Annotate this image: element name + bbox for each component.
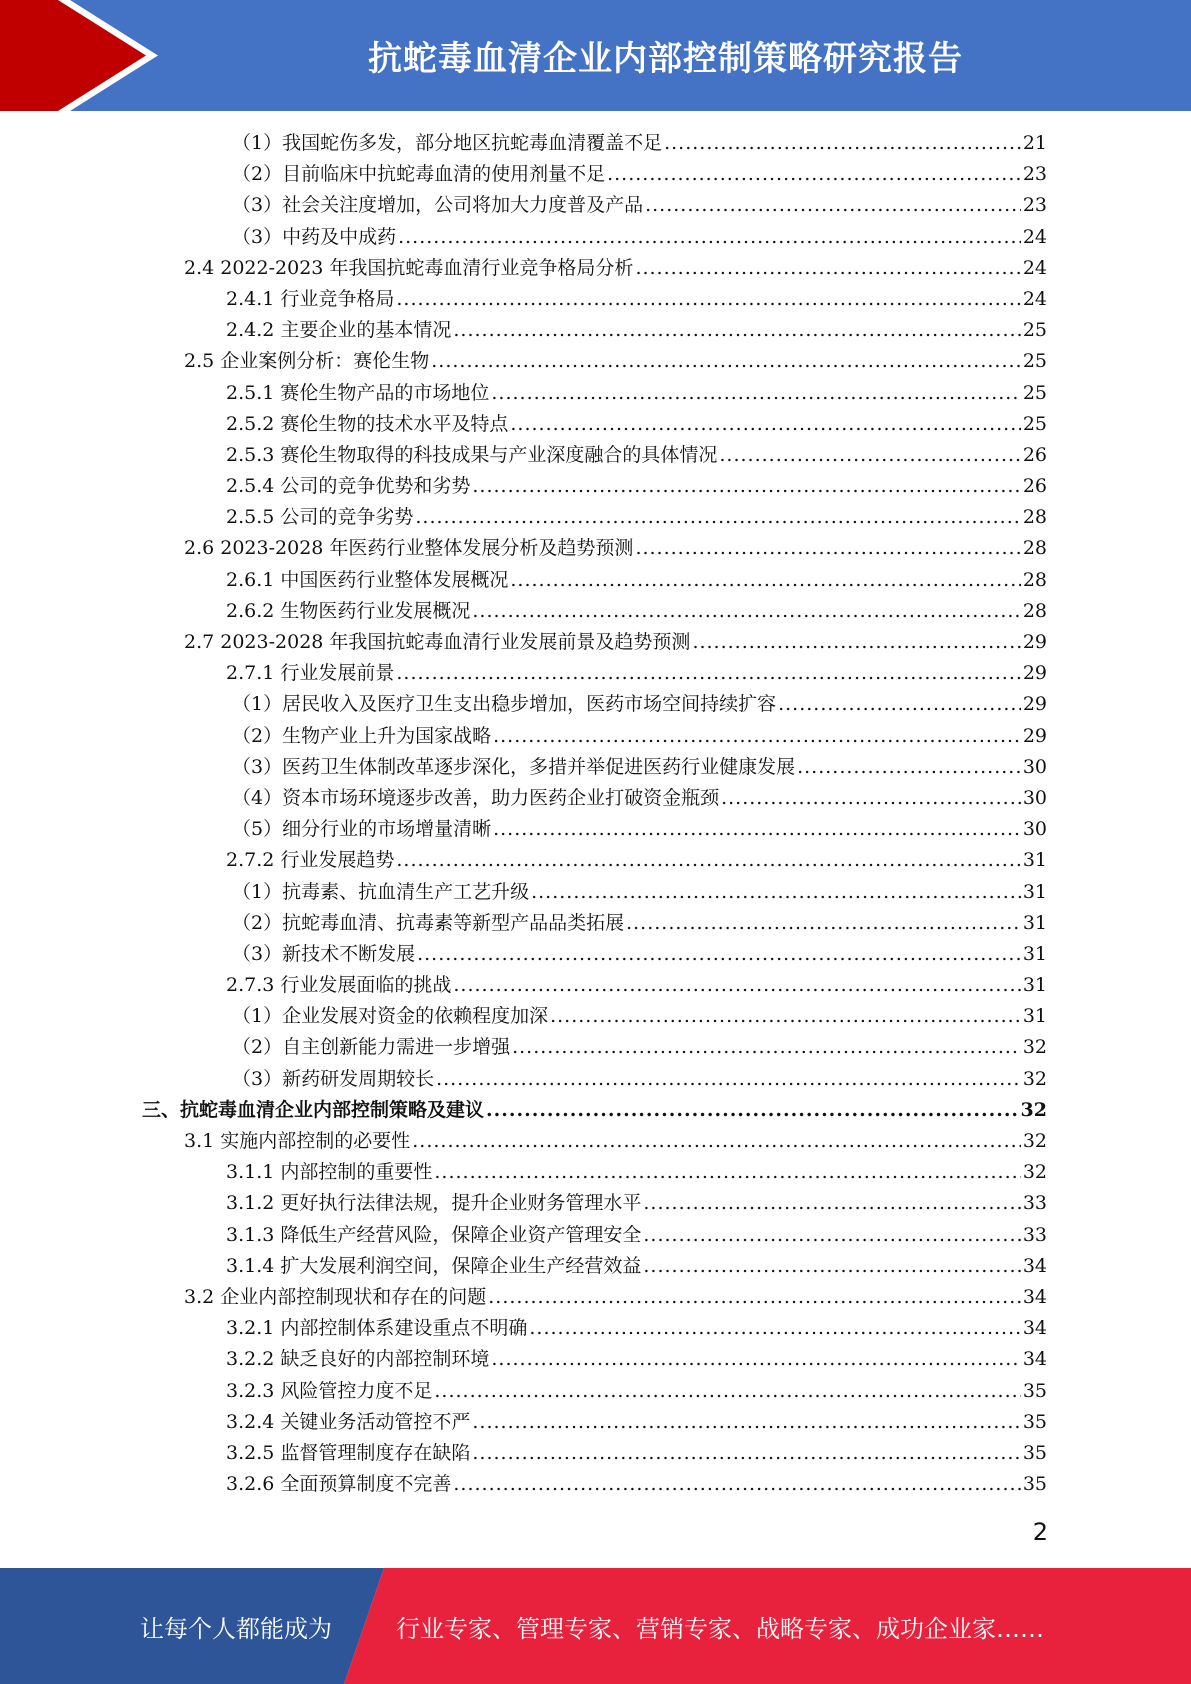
toc-entry[interactable] — [0, 1001, 1191, 1032]
toc-leader-dots — [453, 315, 1020, 346]
toc-entry[interactable] — [0, 378, 1191, 409]
toc-leader-dots — [643, 1251, 1020, 1282]
toc-entry-page: 25 — [1022, 381, 1047, 404]
toc-entry-title: （1）抗毒素、抗血清生产工艺升级 — [232, 880, 530, 903]
toc-leader-dots — [431, 346, 1021, 377]
footer-slogan: 让每个人都能成为 — [140, 1614, 332, 1643]
toc-leader-dots — [396, 284, 1020, 315]
toc-entry[interactable] — [0, 409, 1191, 440]
toc-entry-page: 24 — [1022, 256, 1047, 279]
toc-entry-page: 34 — [1022, 1254, 1047, 1277]
toc-entry-title: （3）医药卫生体制改革逐步深化，多措并举促进医药行业健康发展 — [232, 755, 796, 778]
toc-entry-page: 29 — [1022, 631, 1047, 653]
toc-entry-title: 2.6 2023-2028 年医药行业整体发展分析及趋势预测 — [184, 537, 634, 560]
toc-entry-title: 2.5 企业案例分析：赛伦生物 — [184, 350, 430, 373]
toc-leader-dots — [415, 502, 1020, 533]
toc-entry-page: 32 — [1022, 1161, 1047, 1184]
toc-entry-title: 3.1.4 扩大发展利润空间，保障企业生产经营效益 — [226, 1254, 642, 1277]
toc-entry[interactable] — [0, 1095, 1191, 1126]
toc-leader-dots — [643, 1220, 1020, 1251]
report-title: 抗蛇毒血清企业内部控制策略研究报告 — [368, 39, 963, 79]
toc-leader-dots — [643, 1188, 1020, 1219]
toc-leader-dots — [491, 1344, 1020, 1375]
toc-entry-page: 25 — [1022, 412, 1047, 435]
toc-entry-title: 3.2.6 全面预算制度不完善 — [226, 1473, 452, 1496]
toc-entry-title: 2.4 2022-2023 年我国抗蛇毒血清行业竞争格局分析 — [184, 256, 634, 279]
toc-leader-dots — [510, 565, 1020, 596]
toc-entry[interactable] — [0, 565, 1191, 596]
toc-entry-page: 33 — [1022, 1192, 1047, 1215]
toc-entry-title: 3.1.2 更好执行法律法规，提升企业财务管理水平 — [226, 1192, 642, 1215]
toc-entry-title: （1）我国蛇伤多发，部分地区抗蛇毒血清覆盖不足 — [232, 132, 663, 154]
footer-banner — [0, 1568, 1191, 1684]
toc-entry[interactable] — [0, 752, 1191, 783]
toc-leader-dots — [472, 596, 1020, 627]
toc-leader-dots — [626, 908, 1021, 939]
toc-entry-title: 三、抗蛇毒血清企业内部控制策略及建议 — [142, 1098, 485, 1121]
toc-entry-page: 26 — [1022, 475, 1047, 498]
toc-entry-title: 2.5.2 赛伦生物的技术水平及特点 — [226, 412, 509, 435]
toc-entry-title: 3.1.1 内部控制的重要性 — [226, 1161, 433, 1184]
toc-entry[interactable] — [0, 1188, 1191, 1219]
toc-entry-title: 3.2 企业内部控制现状和存在的问题 — [184, 1285, 487, 1308]
toc-entry-title: 2.7.3 行业发展面临的挑战 — [226, 974, 452, 997]
toc-leader-dots — [635, 533, 1020, 564]
toc-entry-page: 35 — [1022, 1473, 1047, 1496]
toc-entry[interactable] — [0, 1344, 1191, 1375]
toc-entry-page: 30 — [1022, 755, 1047, 778]
toc-entry-title: 2.4.1 行业竞争格局 — [226, 287, 395, 310]
toc-leader-dots — [472, 471, 1020, 502]
toc-entry[interactable] — [0, 877, 1191, 908]
toc-entry[interactable] — [0, 627, 1191, 658]
toc-entry[interactable] — [0, 814, 1191, 845]
toc-leader-dots — [434, 1157, 1020, 1188]
toc-entry[interactable] — [0, 1407, 1191, 1438]
toc-entry[interactable] — [0, 1064, 1191, 1095]
toc-leader-dots — [491, 378, 1020, 409]
toc-entry-page: 28 — [1022, 506, 1047, 529]
toc-leader-dots — [472, 1407, 1020, 1438]
page-number: 2 — [1032, 1518, 1048, 1546]
toc-leader-dots — [635, 253, 1020, 284]
toc-leader-dots — [396, 658, 1020, 689]
toc-leader-dots — [645, 190, 1021, 221]
toc-entry-title: （3）新技术不断发展 — [232, 942, 416, 965]
toc-entry[interactable] — [0, 1220, 1191, 1251]
toc-leader-dots — [664, 128, 1021, 159]
toc-leader-dots — [529, 1313, 1020, 1344]
toc-entry-page: 31 — [1022, 942, 1047, 965]
toc-entry-title: （2）自主创新能力需进一步增强 — [232, 1036, 511, 1059]
toc-leader-dots — [417, 939, 1021, 970]
toc-leader-dots — [510, 409, 1020, 440]
toc-entry-title: 3.2.3 风险管控力度不足 — [226, 1379, 433, 1402]
toc-entry-title: 2.6.1 中国医药行业整体发展概况 — [226, 568, 509, 591]
toc-entry-title: 3.2.4 关键业务活动管控不严 — [226, 1410, 471, 1433]
toc-entry[interactable] — [0, 908, 1191, 939]
toc-entry-title: 2.7.2 行业发展趋势 — [226, 849, 395, 872]
toc-entry-title: 3.1.3 降低生产经营风险，保障企业资产管理安全 — [226, 1223, 642, 1246]
toc-entry[interactable] — [0, 1376, 1191, 1407]
toc-entry-title: 2.7.1 行业发展前景 — [226, 662, 395, 685]
toc-entry-page: 24 — [1022, 287, 1047, 310]
toc-entry-page: 30 — [1022, 786, 1047, 809]
toc-leader-dots — [797, 752, 1021, 783]
toc-entry-page: 29 — [1022, 662, 1047, 685]
toc-entry-page: 32 — [1022, 1067, 1047, 1090]
toc-entry-title: 3.2.5 监督管理制度存在缺陷 — [226, 1441, 471, 1464]
toc-leader-dots — [607, 159, 1021, 190]
toc-entry-page: 24 — [1022, 225, 1047, 248]
toc-entry[interactable] — [0, 440, 1191, 471]
toc-entry-page: 28 — [1022, 537, 1047, 560]
toc-leader-dots — [453, 970, 1020, 1001]
toc-entry[interactable] — [0, 346, 1191, 377]
toc-entry-page: 34 — [1022, 1348, 1047, 1371]
toc-entry-title: （1）企业发展对资金的依赖程度加深 — [232, 1005, 549, 1028]
toc-entry[interactable] — [0, 471, 1191, 502]
toc-entry-title: 3.2.2 缺乏良好的内部控制环境 — [226, 1348, 490, 1371]
toc-entry-title: （5）细分行业的市场增量清晰 — [232, 818, 492, 841]
toc-entry-title: （1）居民收入及医疗卫生支出稳步增加，医药市场空间持续扩容 — [232, 693, 777, 716]
toc-leader-dots — [493, 721, 1021, 752]
toc-entry[interactable] — [0, 596, 1191, 627]
toc-entry-page: 25 — [1022, 350, 1047, 373]
toc-entry-title: （3）社会关注度增加，公司将加大力度普及产品 — [232, 194, 644, 217]
toc-entry-page: 35 — [1022, 1441, 1047, 1464]
toc-entry-page: 31 — [1022, 974, 1047, 997]
toc-entry-page: 29 — [1022, 693, 1047, 716]
toc-entry-page: 31 — [1022, 1005, 1047, 1028]
toc-entry[interactable] — [0, 939, 1191, 970]
toc-entry-page: 30 — [1022, 818, 1047, 841]
toc-entry-title: （2）抗蛇毒血清、抗毒素等新型产品品类拓展 — [232, 911, 625, 934]
toc-entry[interactable] — [0, 315, 1191, 346]
toc-entry-page: 33 — [1022, 1223, 1047, 1246]
toc-entry-title: 2.5.4 公司的竞争优势和劣势 — [226, 475, 471, 498]
toc-leader-dots — [486, 1095, 1019, 1126]
table-of-contents — [0, 128, 1191, 1500]
toc-entry-page: 31 — [1022, 911, 1047, 934]
toc-entry-page: 21 — [1022, 132, 1047, 154]
toc-entry[interactable] — [0, 1282, 1191, 1313]
toc-entry-title: （4）资本市场环境逐步改善，助力医药企业打破资金瓶颈 — [232, 786, 720, 809]
toc-entry-title: 2.6.2 生物医药行业发展概况 — [226, 599, 471, 622]
toc-leader-dots — [493, 814, 1021, 845]
toc-entry[interactable] — [0, 1469, 1191, 1500]
toc-entry-title: （3）新药研发周期较长 — [232, 1067, 435, 1090]
toc-leader-dots — [719, 440, 1020, 471]
toc-entry-page: 34 — [1022, 1285, 1047, 1308]
toc-entry-page: 25 — [1022, 319, 1047, 342]
toc-entry-page: 29 — [1022, 724, 1047, 747]
toc-entry-page: 26 — [1022, 443, 1047, 466]
toc-entry-page: 35 — [1022, 1410, 1047, 1433]
toc-entry[interactable] — [0, 1313, 1191, 1344]
toc-leader-dots — [778, 689, 1021, 720]
toc-leader-dots — [453, 1469, 1020, 1500]
toc-entry[interactable] — [0, 128, 1191, 159]
toc-entry[interactable] — [0, 721, 1191, 752]
toc-entry[interactable] — [0, 845, 1191, 876]
toc-entry-title: 2.4.2 主要企业的基本情况 — [226, 319, 452, 342]
toc-entry[interactable] — [0, 159, 1191, 190]
toc-leader-dots — [512, 1032, 1021, 1063]
toc-entry-page: 35 — [1022, 1379, 1047, 1402]
toc-entry-page: 28 — [1022, 568, 1047, 591]
toc-leader-dots — [412, 1126, 1021, 1157]
toc-entry[interactable] — [0, 1438, 1191, 1469]
toc-leader-dots — [472, 1438, 1020, 1469]
toc-entry-page: 31 — [1022, 880, 1047, 903]
toc-entry[interactable] — [0, 1251, 1191, 1282]
toc-leader-dots — [721, 783, 1021, 814]
toc-entry-title: 2.5.1 赛伦生物产品的市场地位 — [226, 381, 490, 404]
footer-roles: 行业专家、管理专家、营销专家、战略专家、成功企业家…… — [396, 1614, 1044, 1643]
toc-entry[interactable] — [0, 533, 1191, 564]
toc-entry[interactable] — [0, 502, 1191, 533]
toc-entry[interactable] — [0, 284, 1191, 315]
toc-entry-page: 34 — [1022, 1317, 1047, 1340]
report-header — [0, 0, 1191, 111]
toc-entry-page: 32 — [1022, 1036, 1047, 1059]
toc-leader-dots — [550, 1001, 1021, 1032]
toc-entry-title: 2.5.5 公司的竞争劣势 — [226, 506, 414, 529]
toc-entry[interactable] — [0, 970, 1191, 1001]
toc-leader-dots — [396, 845, 1020, 876]
toc-entry-page: 32 — [1022, 1130, 1047, 1152]
toc-entry[interactable] — [0, 1032, 1191, 1063]
toc-entry[interactable] — [0, 658, 1191, 689]
toc-leader-dots — [436, 1064, 1021, 1095]
toc-leader-dots — [434, 1376, 1020, 1407]
toc-entry[interactable] — [0, 1157, 1191, 1188]
toc-entry[interactable] — [0, 689, 1191, 720]
toc-entry-page: 32 — [1020, 1098, 1047, 1121]
toc-entry-title: （2）生物产业上升为国家战略 — [232, 724, 492, 747]
toc-entry-title: 2.5.3 赛伦生物取得的科技成果与产业深度融合的具体情况 — [226, 443, 718, 466]
toc-leader-dots — [692, 627, 1020, 658]
toc-leader-dots — [488, 1282, 1021, 1313]
toc-entry[interactable] — [0, 253, 1191, 284]
toc-leader-dots — [398, 222, 1021, 253]
toc-entry[interactable] — [0, 783, 1191, 814]
toc-entry-page: 23 — [1022, 163, 1047, 186]
toc-entry-page: 28 — [1022, 599, 1047, 622]
toc-entry-title: 3.1 实施内部控制的必要性 — [184, 1130, 411, 1152]
toc-entry[interactable] — [0, 1126, 1191, 1157]
toc-entry-title: （2）目前临床中抗蛇毒血清的使用剂量不足 — [232, 163, 606, 186]
toc-entry-page: 23 — [1022, 194, 1047, 217]
toc-entry[interactable] — [0, 190, 1191, 221]
red-chevron-icon — [0, 0, 160, 111]
toc-entry-title: （3）中药及中成药 — [232, 225, 397, 248]
toc-entry-title: 2.7 2023-2028 年我国抗蛇毒血清行业发展前景及趋势预测 — [184, 631, 691, 653]
toc-entry-page: 31 — [1022, 849, 1047, 872]
toc-entry-title: 3.2.1 内部控制体系建设重点不明确 — [226, 1317, 528, 1340]
toc-leader-dots — [531, 877, 1021, 908]
toc-entry[interactable] — [0, 222, 1191, 253]
